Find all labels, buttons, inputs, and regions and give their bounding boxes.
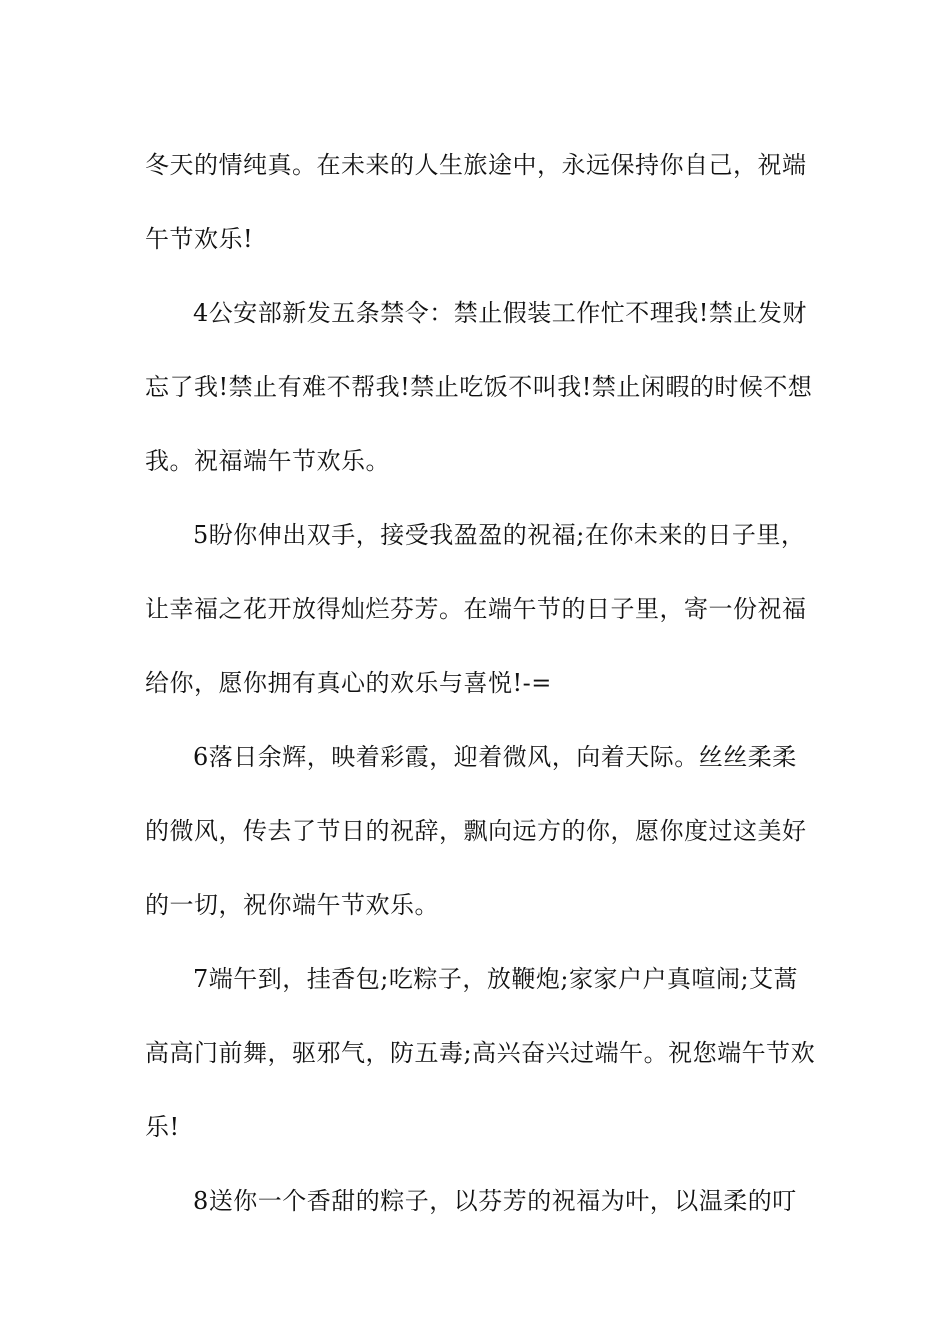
paragraph-4	[145, 720, 810, 942]
text-line: 5盼你伸出双手，接受我盈盈的祝福;在你未来的日子里，	[193, 521, 806, 549]
text-line: 高高门前舞，驱邪气，防五毒;高兴奋兴过端午。祝您端午节欢	[145, 1039, 816, 1067]
text-line: 乐!	[145, 1113, 180, 1141]
text-line: 7端午到，挂香包;吃粽子，放鞭炮;家家户户真喧闹;艾蒿	[193, 965, 799, 993]
text-line: 让幸福之花开放得灿烂芬芳。在端午节的日子里，寄一份祝福	[145, 595, 807, 623]
text-line: 午节欢乐!	[145, 225, 254, 253]
text-line: 的一切，祝你端午节欢乐。	[145, 891, 439, 919]
paragraph-5	[145, 942, 816, 1164]
text-line: 8送你一个香甜的粽子，以芬芳的祝福为叶，以温柔的叮	[193, 1187, 797, 1215]
text-line: 的微风，传去了节日的祝辞，飘向远方的你，愿你度过这美好	[145, 817, 807, 845]
text-line: 冬天的情纯真。在未来的人生旅途中，永远保持你自己，祝端	[145, 151, 807, 179]
paragraph-6	[145, 1164, 810, 1238]
text-line: 我。祝福端午节欢乐。	[145, 447, 390, 475]
text-line: 6落日余辉，映着彩霞，迎着微风，向着天际。丝丝柔柔	[193, 743, 797, 771]
paragraph-1	[145, 128, 810, 276]
document-body	[145, 128, 816, 1238]
text-line: 给你，愿你拥有真心的欢乐与喜悦!-=	[145, 669, 552, 697]
paragraph-3	[145, 498, 810, 720]
text-line: 4公安部新发五条禁令：禁止假装工作忙不理我!禁止发财	[193, 299, 807, 327]
text-line: 忘了我!禁止有难不帮我!禁止吃饭不叫我!禁止闲暇的时候不想	[145, 373, 813, 401]
paragraph-2	[145, 276, 813, 498]
